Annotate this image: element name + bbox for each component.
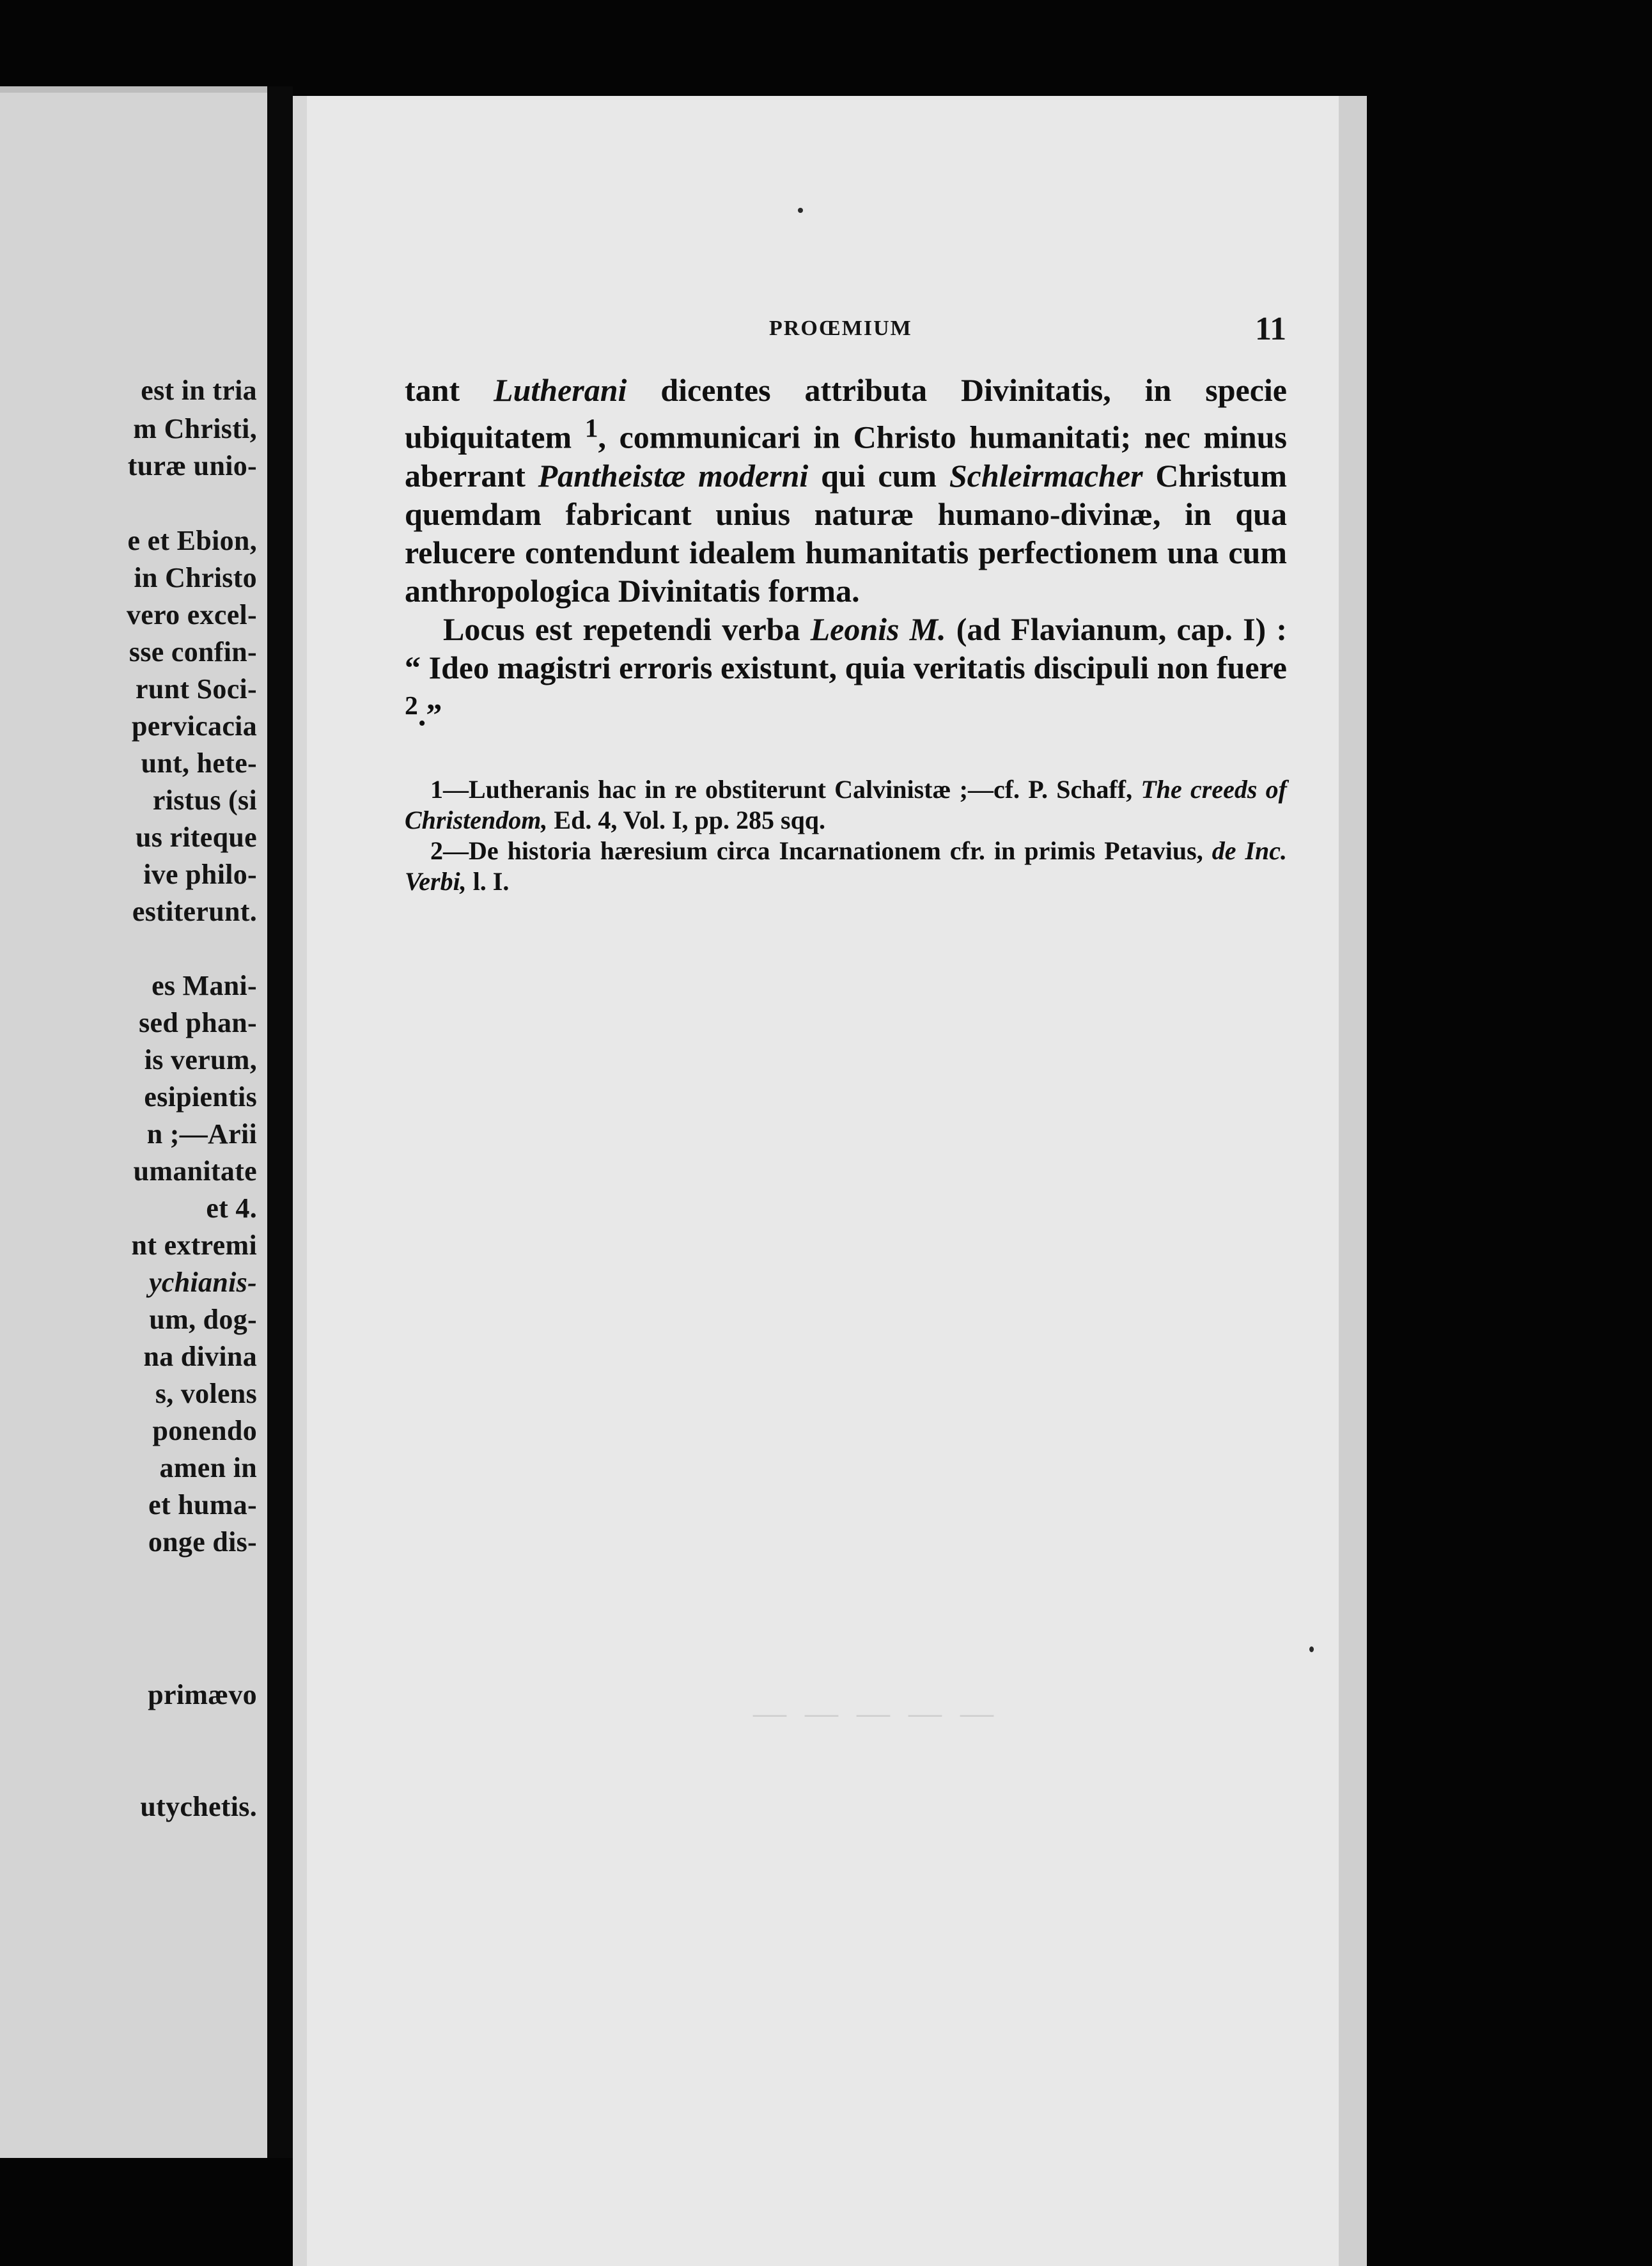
show-through-heading: — — — — — — [753, 1695, 999, 1731]
main-page — [293, 96, 1367, 2266]
facing-page-line: nt extremi — [131, 1230, 257, 1261]
facing-page-line: primævo — [148, 1679, 257, 1710]
facing-page-line: est in tria — [141, 375, 257, 406]
text-run: dicentes attributa Divinitatis, in specie ubiquitatem — [405, 372, 1287, 455]
paragraph-1 — [405, 371, 1287, 610]
facing-page-line: turæ unio- — [127, 450, 257, 481]
italic-run: Schleirmacher — [949, 457, 1143, 494]
facing-page-line: unt, hete- — [141, 747, 257, 779]
book-gutter — [267, 86, 293, 2158]
facing-page-line: s, volens — [155, 1378, 257, 1409]
page-right-shadow — [1339, 96, 1367, 2266]
facing-page-line: ive philo- — [143, 859, 257, 890]
text-run: Christum quemdam fabricant unius naturæ humano-divinæ, in qua relucere contendunt idealem humanitatis perfectionem una cum anthropologica Divinitatis forma. — [405, 457, 1287, 609]
facing-page-line: ychianis- — [149, 1267, 257, 1298]
facing-page-line: na divina — [143, 1341, 257, 1372]
facing-page-line: is verum, — [144, 1044, 257, 1075]
italic-run: Pantheistæ moderni — [538, 457, 809, 494]
facing-page-line: runt Soci- — [136, 673, 257, 705]
italic-run: The creeds of Christendom, — [405, 775, 1287, 835]
text-run: Locus est repetendi verba — [443, 611, 811, 647]
facing-page-line: ponendo — [152, 1415, 257, 1446]
facing-page-line: m Christi, — [133, 413, 257, 444]
facing-page-line: et 4. — [206, 1192, 257, 1224]
italic-run: de Inc. Verbi, — [405, 836, 1287, 896]
page-body — [405, 371, 1287, 897]
text-run: , communicari in Christo humanitati; nec minus aberrant — [405, 419, 1287, 494]
facing-page-line: e et Ebion, — [127, 525, 257, 556]
facing-page-line: um, dog- — [149, 1304, 257, 1335]
page-number: 11 — [1255, 311, 1287, 347]
facing-page-line: onge dis- — [148, 1526, 257, 1558]
footnote-1 — [405, 774, 1287, 836]
facing-page-line: in Christo — [134, 562, 257, 593]
text-run: qui cum — [808, 457, 949, 494]
facing-page-line: ristus (si — [152, 785, 257, 816]
scan-speck — [1309, 1646, 1314, 1652]
facing-page-line: utychetis. — [140, 1791, 257, 1822]
text-run: 2—De historia hæresium circa Incarnationem cfr. in primis Petavius, — [430, 836, 1212, 866]
facing-page — [0, 86, 267, 2158]
text-run: l. I. — [466, 867, 510, 896]
facing-page-line: pervicacia — [131, 710, 257, 742]
facing-page-line: us riteque — [136, 822, 257, 853]
facing-page-line: sed phan- — [139, 1007, 257, 1038]
italic-run: Lutherani — [494, 372, 627, 408]
text-run: (ad Flavianum, cap. I) : “ Ideo magistri erroris existunt, quia veritatis discipuli non fuere — [405, 611, 1287, 685]
text-run: tant — [405, 372, 494, 408]
facing-page-edge — [0, 86, 267, 93]
facing-page-line: es Mani- — [152, 970, 257, 1001]
facing-page-line: amen in — [159, 1452, 257, 1483]
italic-run: Leonis M. — [810, 611, 946, 647]
facing-page-line: umanitate — [133, 1155, 257, 1187]
page-left-shadow — [293, 96, 307, 2266]
facing-page-line: vero excel- — [126, 599, 257, 630]
footnote-ref-2: 2 — [405, 691, 418, 721]
footnote-ref-1: 1 — [584, 414, 598, 443]
facing-page-line: et huma- — [148, 1489, 257, 1520]
facing-page-line: esipientis — [144, 1081, 257, 1113]
footnotes — [405, 774, 1287, 897]
facing-page-line: sse confin- — [129, 636, 257, 668]
footnote-2 — [405, 836, 1287, 897]
facing-page-line: n ;—Arii — [146, 1118, 257, 1150]
text-run: .” — [417, 696, 442, 733]
text-run: Ed. 4, Vol. I, pp. 285 sqq. — [547, 806, 826, 835]
facing-page-line: estiterunt. — [132, 896, 257, 927]
scan-speck — [798, 208, 803, 213]
text-run: 1—Lutheranis hac in re obstiterunt Calvinistæ ;—cf. P. Schaff, — [430, 775, 1141, 804]
running-title: PROŒMIUM — [769, 316, 912, 340]
paragraph-2 — [405, 610, 1287, 734]
